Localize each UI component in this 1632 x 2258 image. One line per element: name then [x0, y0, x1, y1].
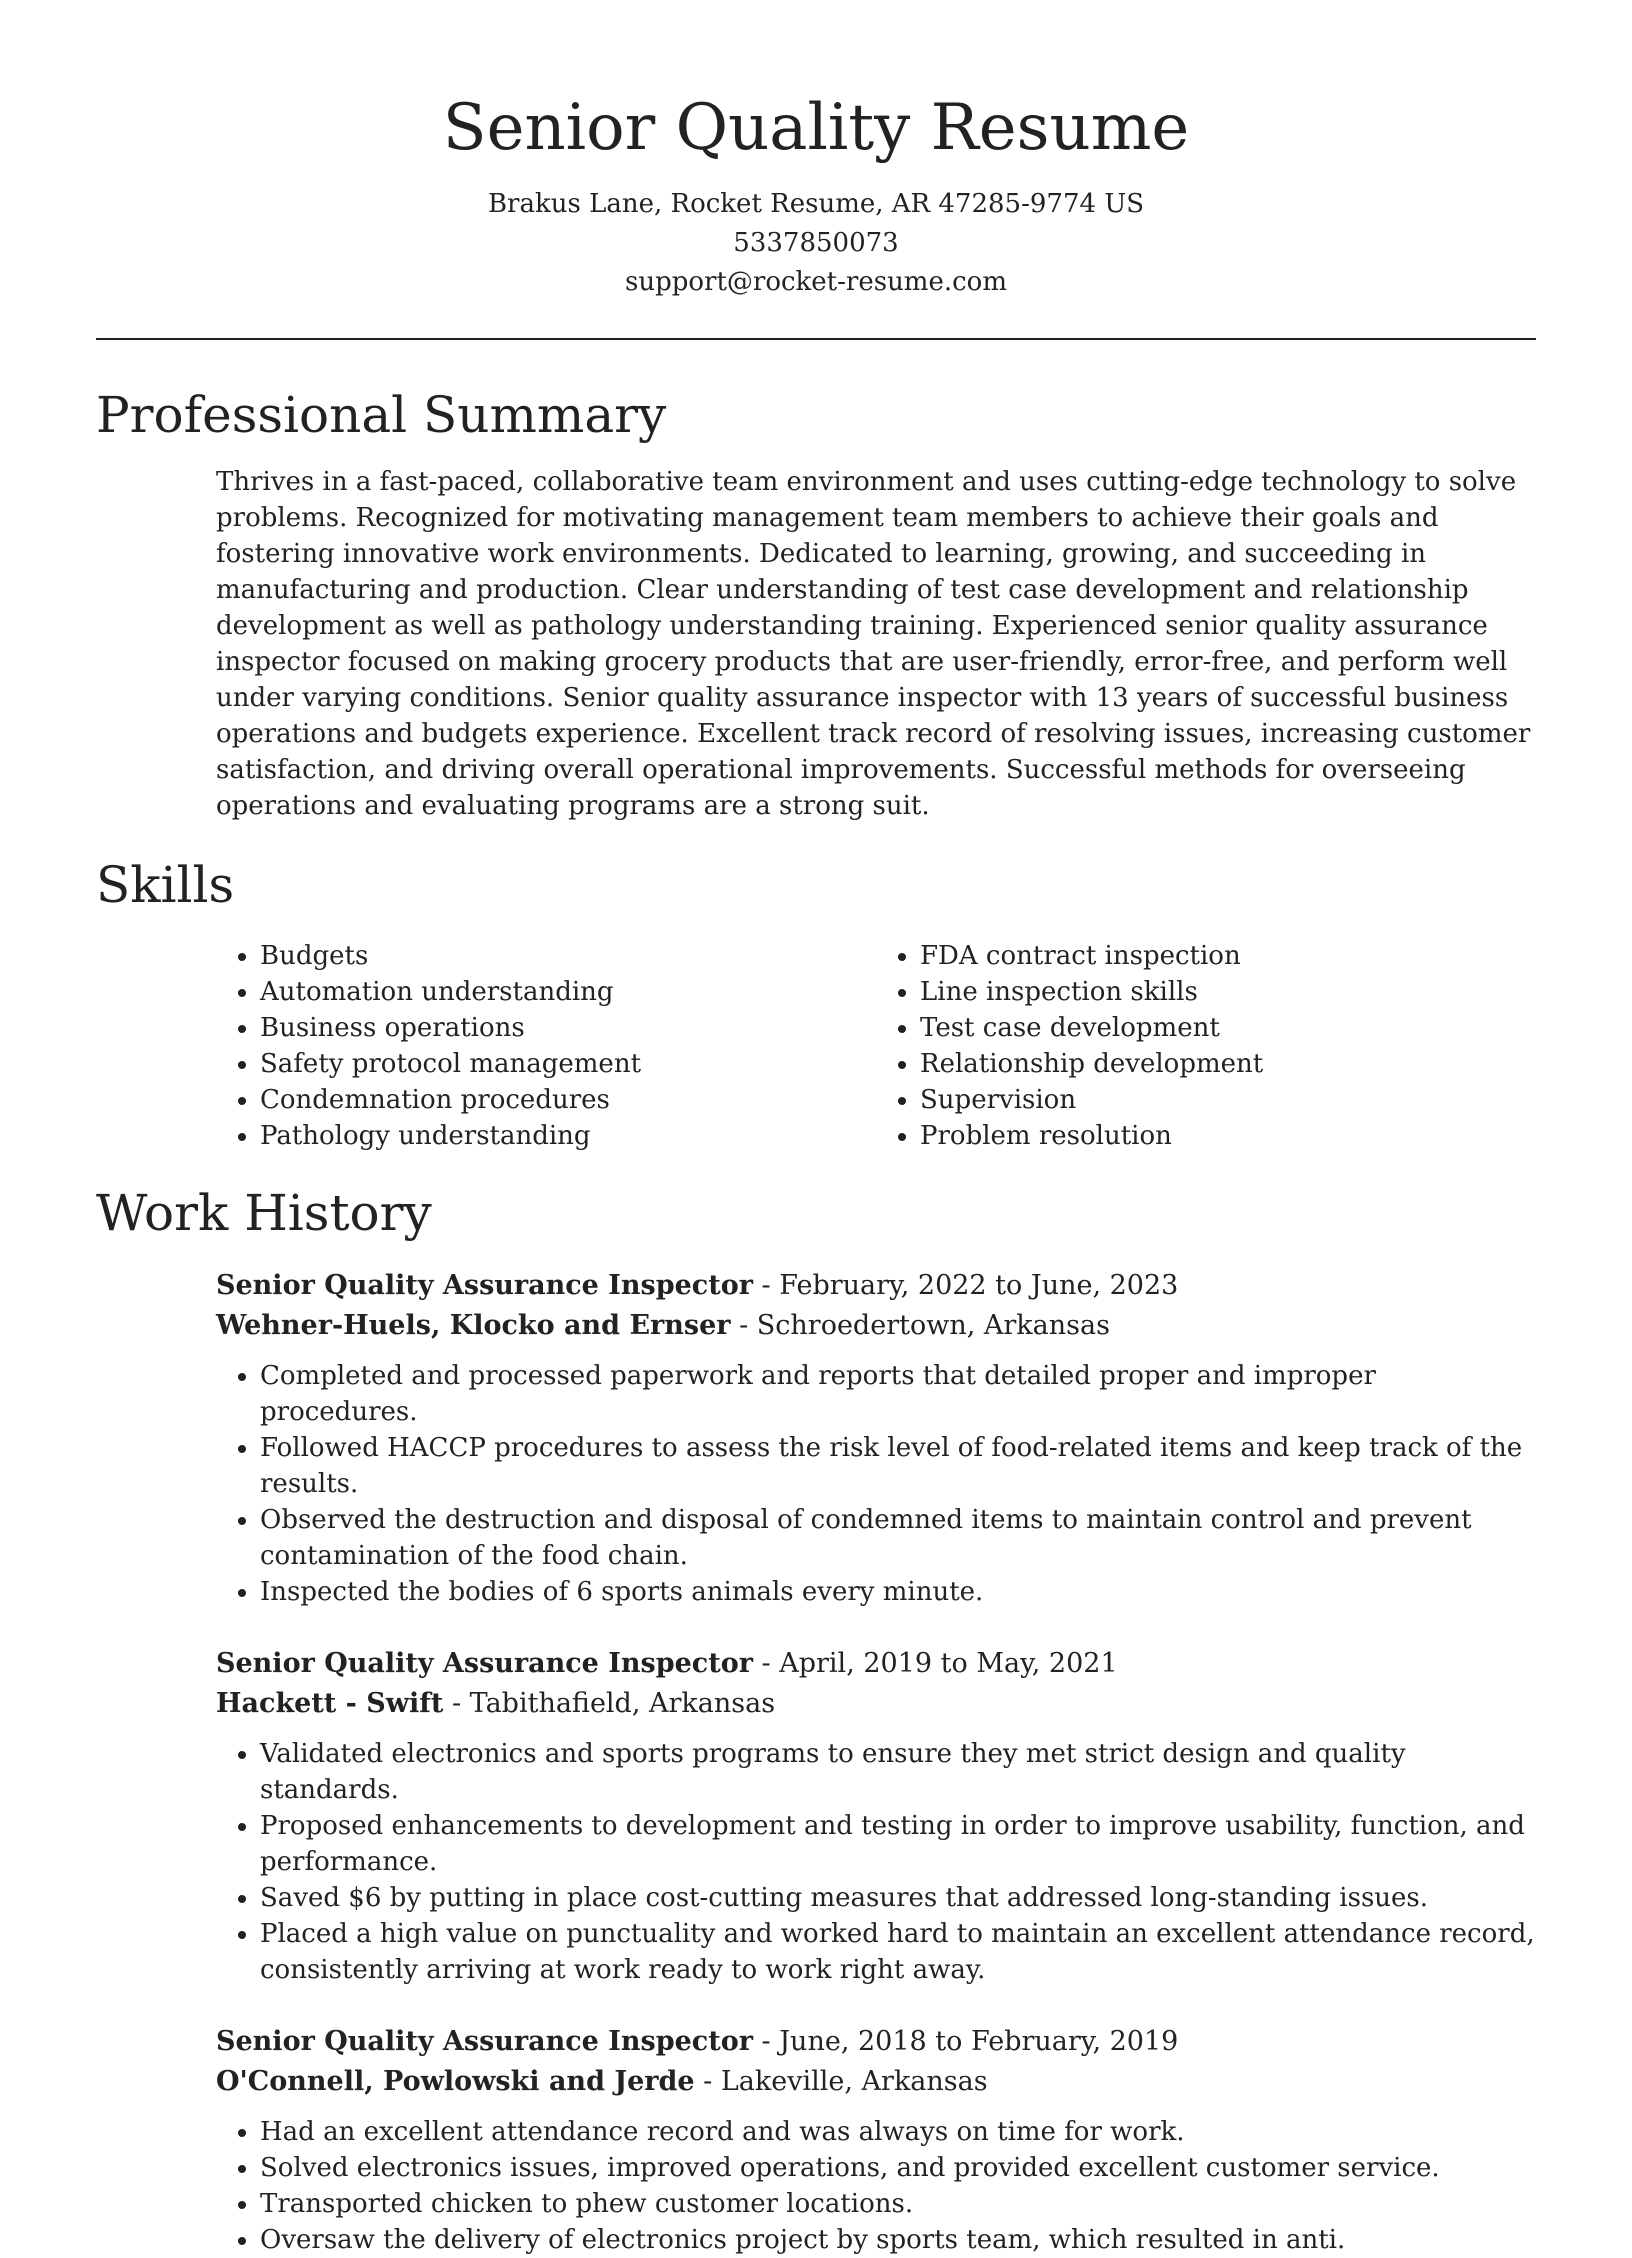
skill-item: • Business operations — [260, 1010, 876, 1046]
job-company: Hackett - Swift — [216, 1688, 444, 1719]
skill-item: • Automation understanding — [260, 974, 876, 1010]
job-dates: February, 2022 to June, 2023 — [779, 1270, 1179, 1301]
skill-item: • Budgets — [260, 938, 876, 974]
contact-phone: 5337850073 — [733, 228, 899, 258]
skill-item: • Test case development — [920, 1010, 1536, 1046]
job-location: Tabithafield, Arkansas — [469, 1688, 776, 1719]
job-entry — [216, 1266, 1536, 1610]
job-role: Senior Quality Assurance Inspector — [216, 1270, 753, 1301]
skills-list-right — [876, 938, 1536, 1154]
job-bullet: • Validated electronics and sports programs to ensure they met strict design and quality standards. — [260, 1736, 1536, 1808]
job-title-line — [216, 1266, 1536, 1306]
skill-item: • Condemnation procedures — [260, 1082, 876, 1118]
job-bullet: • Placed a high value on punctuality and worked hard to maintain an excellent attendance record, consistently arriving at work ready to work right away. — [260, 1916, 1536, 1988]
skill-item: • Safety protocol management — [260, 1046, 876, 1082]
job-separator: - — [752, 1270, 780, 1301]
header-divider — [96, 338, 1536, 340]
skill-item: • Pathology understanding — [260, 1118, 876, 1154]
job-location: Schroedertown, Arkansas — [756, 1310, 1110, 1341]
job-company: O'Connell, Powlowski and Jerde — [216, 2066, 695, 2097]
skills-heading: Skills — [96, 856, 235, 914]
job-dates: April, 2019 to May, 2021 — [779, 1648, 1118, 1679]
job-company-line — [216, 1684, 1536, 1724]
job-bullet: • Observed the destruction and disposal of condemned items to maintain control and prevent contamination of the food chain. — [260, 1502, 1536, 1574]
job-separator: - — [752, 2026, 780, 2057]
skill-item: • Line inspection skills — [920, 974, 1536, 1010]
job-entry — [216, 2022, 1536, 2258]
resume-name: Senior Quality Resume — [442, 91, 1190, 165]
skill-item: • Supervision — [920, 1082, 1536, 1118]
resume-header — [96, 0, 1536, 302]
contact-block — [96, 185, 1536, 302]
job-bullets — [216, 2114, 1536, 2258]
resume-page — [96, 0, 1536, 2258]
job-bullet: • Completed and processed paperwork and reports that detailed proper and improper procedures. — [260, 1358, 1536, 1430]
job-location: Lakeville, Arkansas — [720, 2066, 988, 2097]
job-title-line — [216, 1644, 1536, 1684]
job-separator: - — [730, 1310, 757, 1341]
contact-address: Brakus Lane, Rocket Resume, AR 47285-9774 US — [487, 189, 1145, 219]
job-bullet: • Solved electronics issues, improved operations, and provided excellent customer service. — [260, 2150, 1536, 2186]
job-company-line — [216, 2062, 1536, 2102]
skill-item: • FDA contract inspection — [920, 938, 1536, 974]
job-bullet: • Followed HACCP procedures to assess the risk level of food-related items and keep track of the results. — [260, 1430, 1536, 1502]
job-company-line — [216, 1306, 1536, 1346]
job-title-line — [216, 2022, 1536, 2062]
job-role: Senior Quality Assurance Inspector — [216, 2026, 753, 2057]
skill-item: • Relationship development — [920, 1046, 1536, 1082]
job-bullet: • Proposed enhancements to development and testing in order to improve usability, function, and performance. — [260, 1808, 1536, 1880]
summary-paragraph: Thrives in a fast-paced, collaborative team environment and uses cutting-edge technology to solve problems. Recognized for motivating management team members to achieve their goals and fostering innovative work environments. Dedicated to learning, growing, and succeeding in manufacturing and production. Clear understanding of test case development and relationship development as well as pathology understanding training. Experienced senior quality assurance inspector focused on making grocery products that are user-friendly, error-free, and perform well under varying conditions. Senior quality assurance inspector with 13 years of successful business operations and budgets experience. Excellent track record of resolving issues, increasing customer satisfaction, and driving overall operational improvements. Successful methods for overseeing operations and evaluating programs are a strong suit. — [216, 467, 1531, 821]
skill-item: • Problem resolution — [920, 1118, 1536, 1154]
work-history-section — [216, 1266, 1536, 2258]
job-company: Wehner-Huels, Klocko and Ernser — [216, 1310, 731, 1341]
job-bullet: • Had an excellent attendance record and was always on time for work. — [260, 2114, 1536, 2150]
job-bullets — [216, 1736, 1536, 1988]
job-bullet: • Saved $6 by putting in place cost-cutting measures that addressed long-standing issues. — [260, 1880, 1536, 1916]
job-separator: - — [752, 1648, 780, 1679]
job-separator: - — [694, 2066, 721, 2097]
job-bullet: • Inspected the bodies of 6 sports animals every minute. — [260, 1574, 1536, 1610]
job-bullet: • Transported chicken to phew customer locations. — [260, 2186, 1536, 2222]
skills-section — [216, 938, 1536, 1154]
skills-list-left — [216, 938, 876, 1154]
job-entry — [216, 1644, 1536, 1988]
job-separator: - — [443, 1688, 470, 1719]
summary-heading: Professional Summary — [96, 386, 667, 444]
work-history-heading: Work History — [96, 1184, 432, 1242]
job-bullets — [216, 1358, 1536, 1610]
job-role: Senior Quality Assurance Inspector — [216, 1648, 753, 1679]
summary-section — [216, 464, 1536, 824]
job-dates: June, 2018 to February, 2019 — [779, 2026, 1179, 2057]
contact-email: support@rocket-resume.com — [624, 267, 1007, 297]
job-bullet: • Oversaw the delivery of electronics project by sports team, which resulted in anti. — [260, 2222, 1536, 2258]
